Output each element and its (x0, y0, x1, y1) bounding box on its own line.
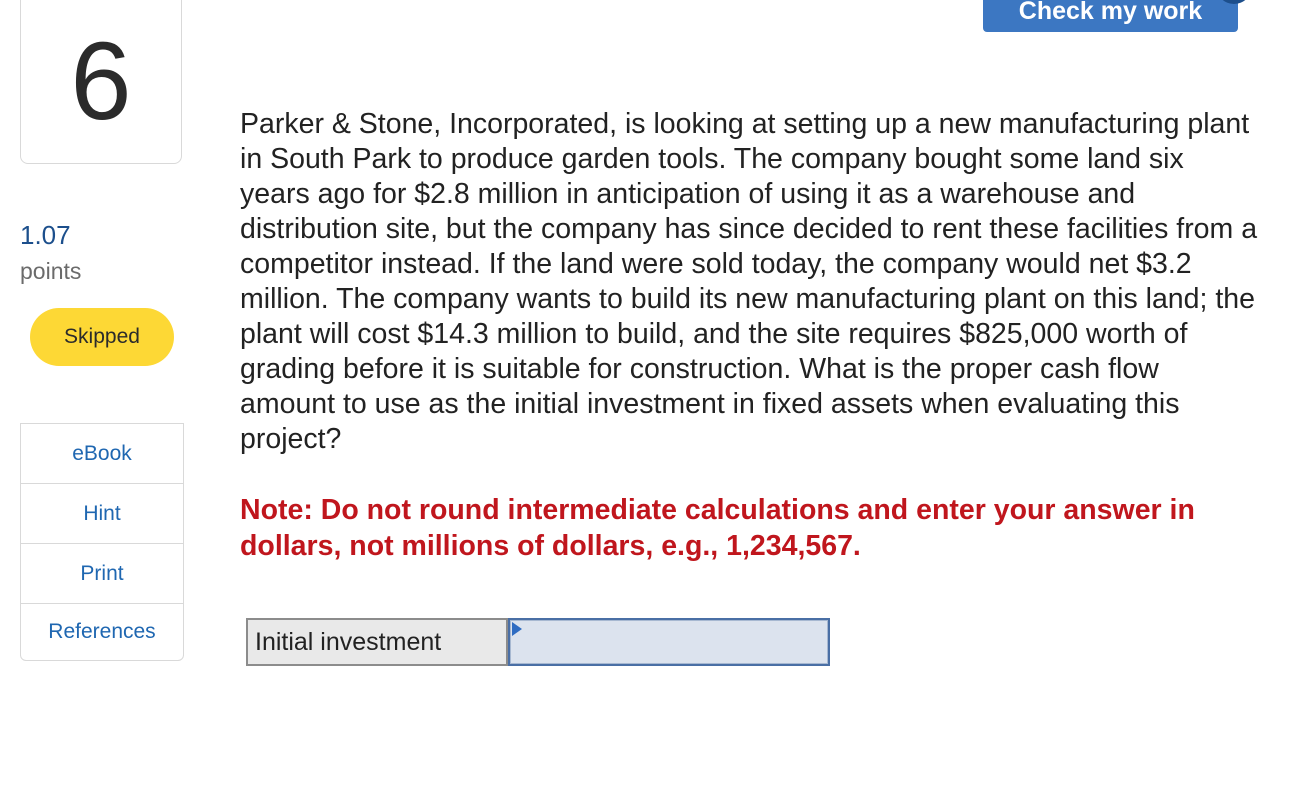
check-my-work-button[interactable] (983, 0, 1238, 32)
points-value: 1.07 (20, 220, 71, 250)
active-cell-flag-icon (512, 622, 522, 636)
question-number: 6 (70, 20, 132, 143)
check-my-work-label: Check my work (1018, 0, 1203, 25)
status-badge: Skipped (30, 308, 174, 366)
answer-label: Initial investment (246, 618, 508, 666)
question-note: Note: Do not round intermediate calculations and enter your answer in dollars, not millions of dollars, e.g., 1,234,567. (240, 494, 1195, 562)
hint-link[interactable]: Hint (21, 484, 183, 544)
question-number-card (20, 0, 182, 164)
print-link[interactable]: Print (21, 544, 183, 604)
answer-table-row (246, 618, 830, 666)
ebook-link[interactable]: eBook (21, 424, 183, 484)
references-link[interactable]: References (48, 620, 156, 643)
answer-input-cell (508, 618, 830, 666)
resources-panel (20, 423, 184, 661)
question-text: Parker & Stone, Incorporated, is looking at setting up a new manufacturing plant in South Park to produce garden tools. The company bought some land six years ago for $2.8 million in anticipation of using it as a warehouse and distribution site, but the company has since decided to rent these facilities from a competitor instead. If the land were sold today, the company would net $3.2 million. The company wants to build its new manufacturing plant on this land; the plant will cost $14.3 million to build, and the site requires $825,000 worth of grading before it is suitable for construction. What is the proper cash flow amount to use as the initial investment in fixed assets when evaluating this project? (240, 108, 1258, 455)
points-label: points (20, 258, 82, 284)
initial-investment-input[interactable] (510, 620, 828, 664)
